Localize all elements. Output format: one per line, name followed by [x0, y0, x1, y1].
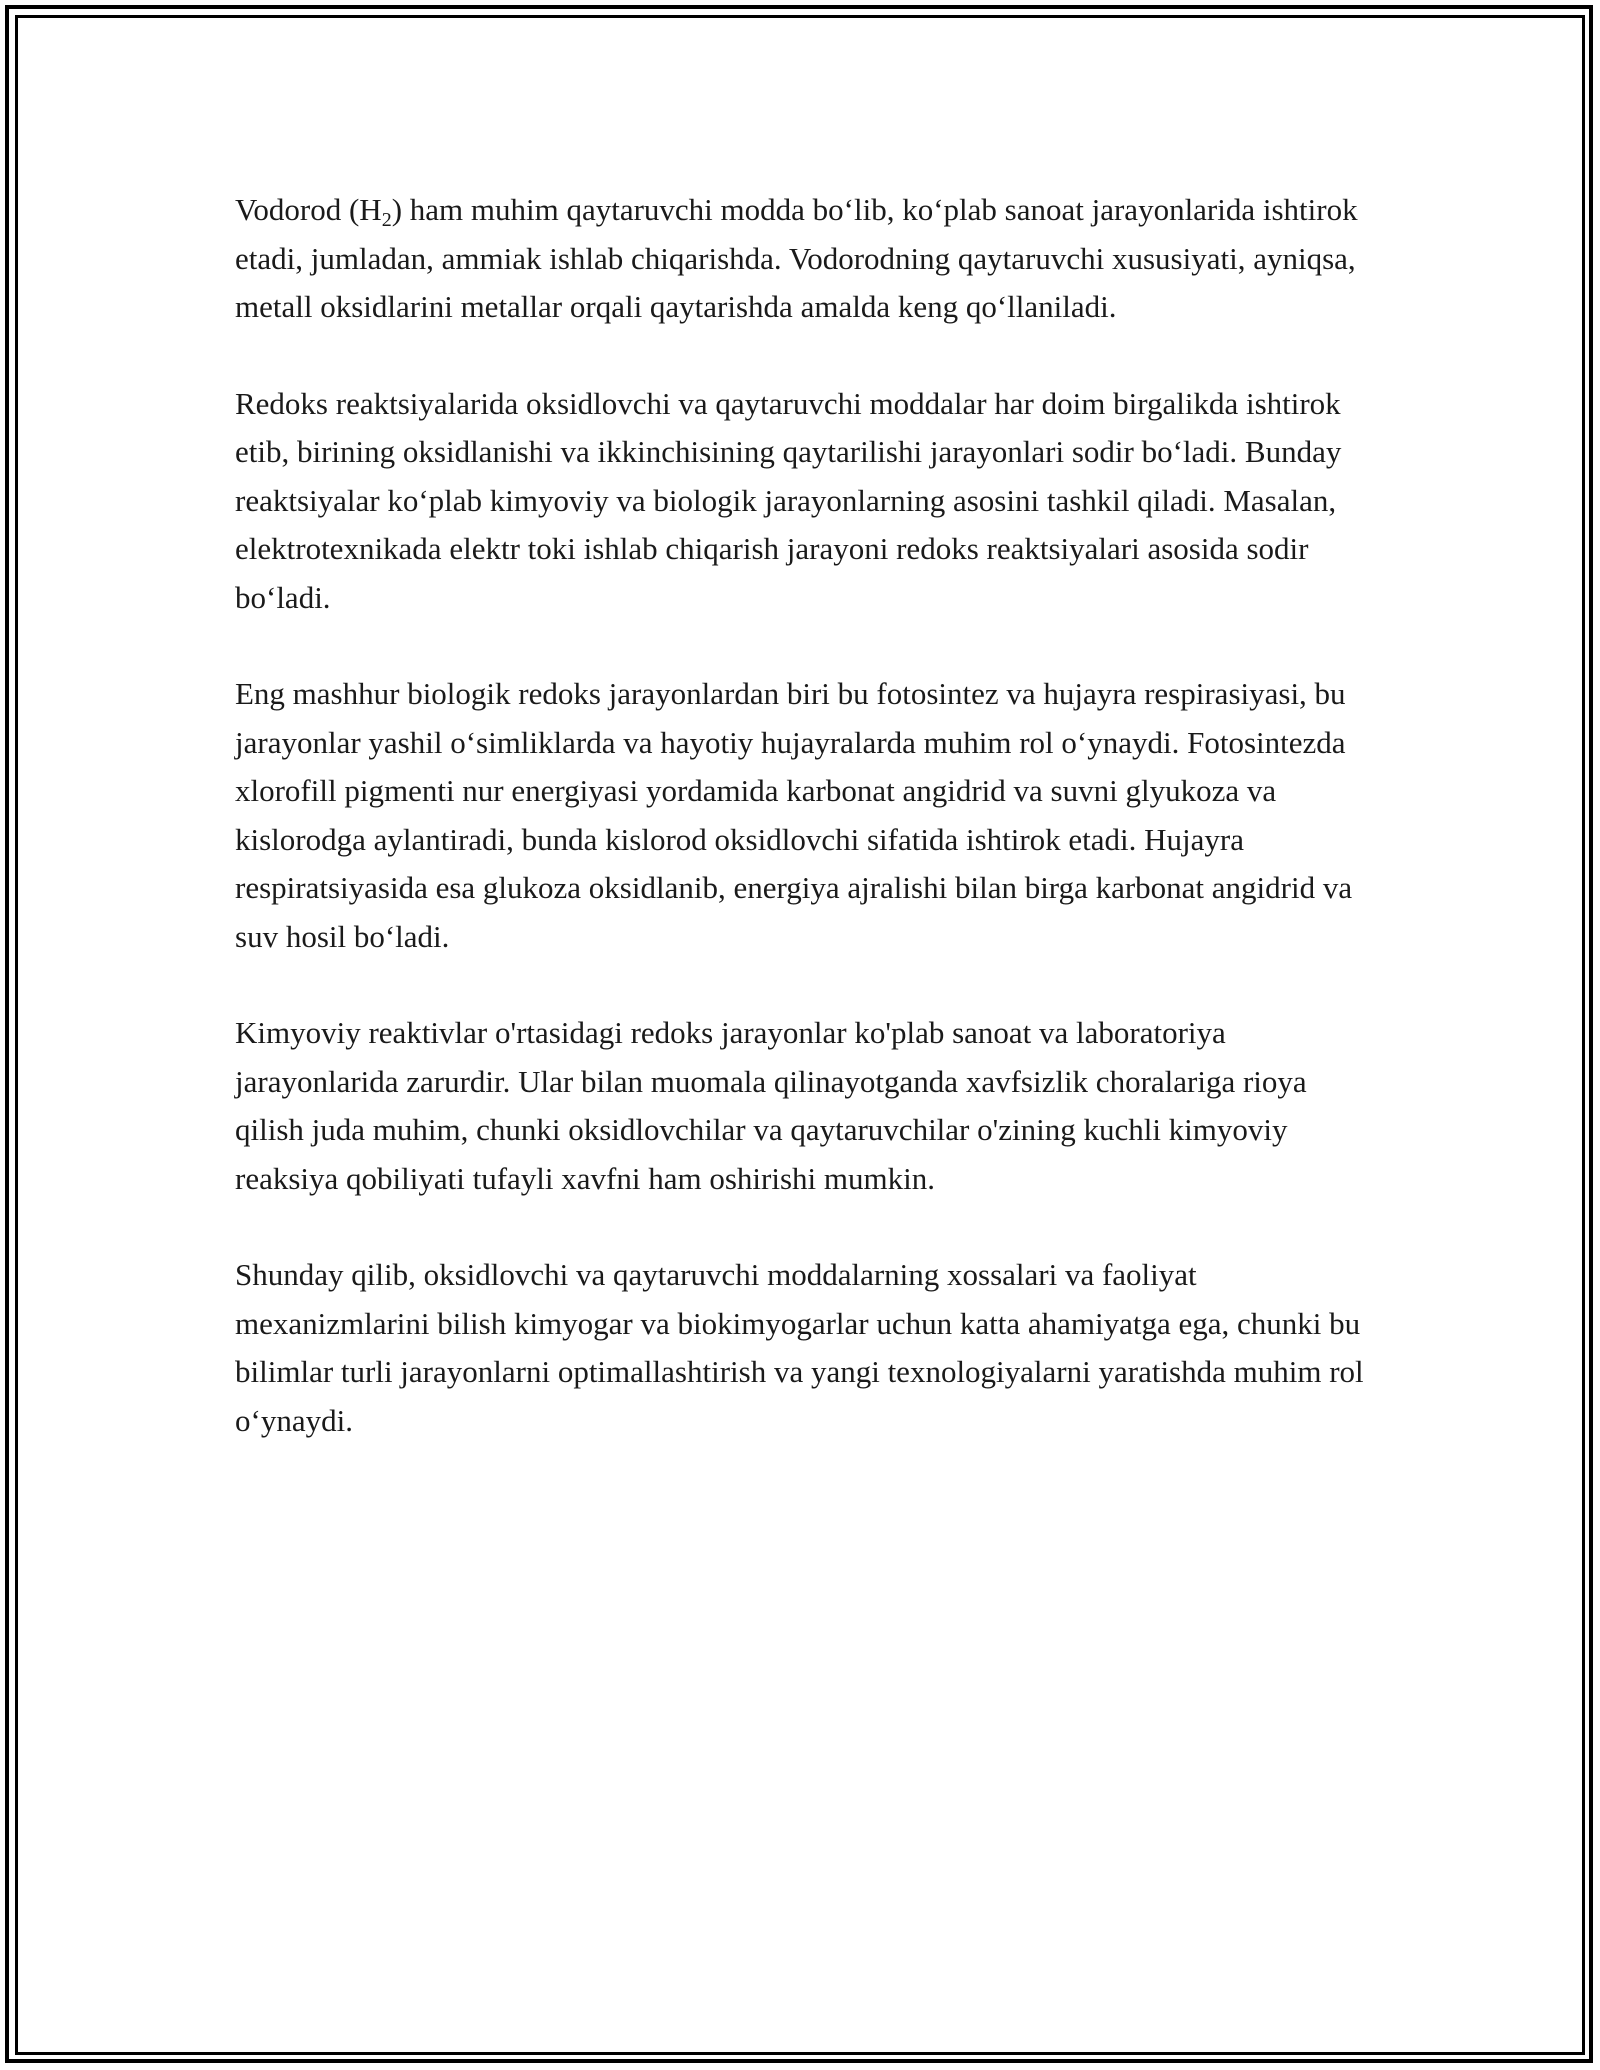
paragraph-chemical-safety: Kimyoviy reaktivlar o'rtasidagi redoks jarayonlar ko'plab sanoat va laboratoriya jarayonlarida zarurdir. Ular bilan muomala qilinayotganda xavfsizlik choralariga rioya qilish juda muhim, chunki oksidlovchilar va qaytaruvchilar o'zining kuchli kimyoviy reaksiya qobiliyati tufayli xavfni ham oshirishi mumkin.	[235, 1015, 1307, 1196]
paragraph-biological-redox: Eng mashhur biologik redoks jarayonlardan biri bu fotosintez va hujayra respirasiyasi, bu jarayonlar yashil o‘simliklarda va hayotiy hujayralarda muhim rol o‘ynaydi. Fotosintezda xlorofill pigmenti nur energiyasi yordamida karbonat angidrid va suvni glyukoza va kislorodga aylantiradi, bunda kislorod oksidlovchi sifatida ishtirok etadi. Hujayra respiratsiyasida esa glukoza oksidlanib, energiya ajralishi bilan birga karbonat angidrid va suv hosil bo‘ladi.	[235, 676, 1353, 954]
subscript-2: 2	[381, 209, 392, 231]
paragraph-hydrogen	[235, 186, 1365, 332]
paragraph-conclusion: Shunday qilib, oksidlovchi va qaytaruvchi moddalarning xossalari va faoliyat mexanizmlarini bilish kimyogar va biokimyogarlar uchun katta ahamiyatga ega, chunki bu bilimlar turli jarayonlarni optimallashtirish va yangi texnologiyalarni yaratishda muhim rol o‘ynaydi.	[235, 1257, 1364, 1438]
paragraph-hydrogen-text-end: ) ham muhim qaytaruvchi modda bo‘lib, ko‘plab sanoat jarayonlarida ishtirok etadi, jumladan, ammiak ishlab chiqarishda. Vodorodning qaytaruvchi xususiyati, ayniqsa, metall oksidlarini metallar orqali qaytarishda amalda keng qo‘llaniladi.	[235, 192, 1358, 324]
paragraph-redox-reactions: Redoks reaktsiyalarida oksidlovchi va qaytaruvchi moddalar har doim birgalikda ishtirok etib, birining oksidlanishi va ikkinchisining qaytarilishi jarayonlari sodir bo‘ladi. Bunday reaktsiyalar ko‘plab kimyoviy va biologik jarayonlarning asosini tashkil qiladi. Masalan, elektrotexnikada elektr toki ishlab chiqarish jarayoni redoks reaktsiyalari asosida sodir bo‘ladi.	[235, 385, 1342, 615]
paragraph-hydrogen-text-start: Vodorod (H	[235, 192, 382, 227]
document-body	[235, 186, 1365, 1445]
